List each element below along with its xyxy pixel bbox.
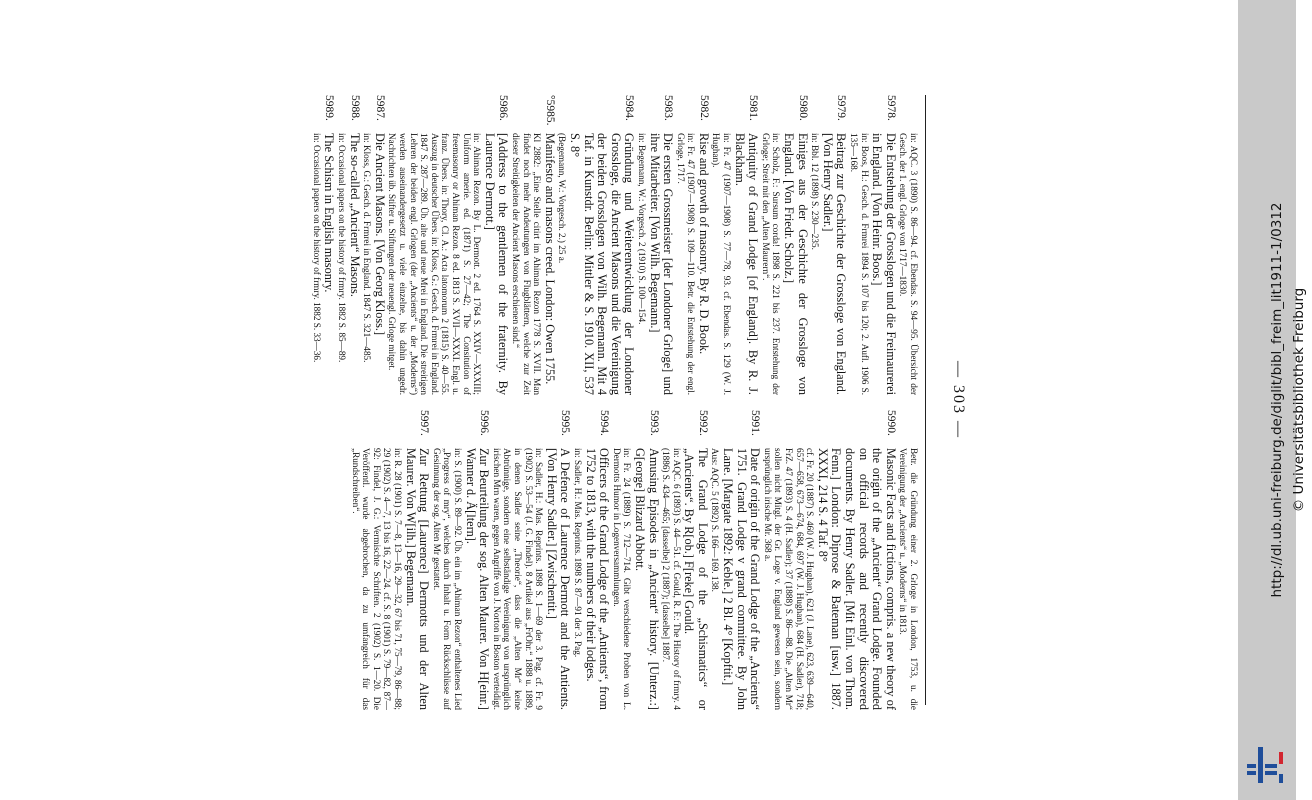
bib-entry <box>898 95 919 395</box>
bib-entry <box>710 410 761 710</box>
entry-title: Date of origin of the Grand Lodge of the „Ancients“ 1751. Grand Lodge v grand committee. By John Lane. [Margate 1892: Keble.] 2 Bl. 4° [Kopftit.] <box>721 448 763 710</box>
left-column <box>219 95 919 395</box>
entry-number: 5991. <box>749 410 762 436</box>
bib-entry <box>510 95 555 395</box>
entry-number: 5989. <box>323 95 336 121</box>
entry-number: 5988. <box>348 95 361 121</box>
entry-note: in: AQC. 6 (1893) S. 44—51. cf. Gould, R. F.: The History of frmry. 4 (1886) S. 434—465; [dasselbe] 2 (1887); [dasselbe] 1887. <box>661 448 682 710</box>
entry-note: (Begemann, W.: Vorgesch. 2.) 25 a. <box>557 133 568 264</box>
entry-number: 5995. <box>559 410 572 436</box>
entry-title: [Address to the gentlemen of the fraternity. By Laurence Dermott.] <box>482 133 511 395</box>
ub-freiburg-logo-icon <box>1246 744 1290 786</box>
entry-number: 5993. <box>647 410 660 436</box>
bib-entry <box>762 410 897 710</box>
entry-note: in: AQC. 3 (1890) S. 86—94. cf. Ebendas. S. 94—95. Übersicht der Gesch. der 1. engl. Grloge von 1717—1830. <box>898 133 919 395</box>
bib-entry <box>491 410 571 710</box>
bib-entry <box>311 95 335 395</box>
entry-note: in: Kloss, G.: Gesch. d. Frmrei in England. 1847 S. 321—485. <box>362 133 373 363</box>
entry-title: A Defence of Laurence Dermott and the Antients. [Von Henry Sadler.] [Zwischentit.] <box>544 448 573 710</box>
bib-entry <box>661 410 709 710</box>
bib-entry <box>675 95 710 395</box>
entry-number: 5984. <box>623 95 636 121</box>
bib-entry <box>337 95 361 395</box>
entry-title: The Grand Lodge of the „Schismatics“ or „Ancients“. By R[ob.] F[reke] Gould. <box>682 448 710 710</box>
entry-number: 5980. <box>796 95 809 121</box>
entry-note: in: Bbl. 12 (1898) S. 230—235. <box>810 133 821 250</box>
entry-title: Die Ancient Masons. [Von Georg Kloss.] <box>372 133 387 336</box>
entry-note: cf. Fr. 20 (1887) S. 460 (W. J. Hughan), 621 (J. Lane), 623, 639—640, 657—658, 673—674, 684, 697 (W. J. Hughan), 684 (H. Sadler), 718; FrZ. 47 (1893) S. 4 (H. Sadler); 37 (1888) S. 86—88. Die „Alten Mr“ sollen nicht Mitgl. der Gr. Loge v. England gewesen sein, sondern ursprünglich irische Mr. 368 a. <box>762 448 816 710</box>
entry-number: 5982. <box>697 95 710 121</box>
entry-title: Officers of the Grand Lodge of the „Antients“, from 1752 to 1813, with the numbers of their lodges. <box>583 448 612 710</box>
entry-title: Manifesto and masons creed. London: Owen 1755. <box>542 133 557 385</box>
entry-title: Die Entstehung der Grosslogen und die Freimaurerei in England. [Von Heinr. Boos.] <box>870 133 898 395</box>
right-column <box>219 410 919 710</box>
column-divider-rule <box>925 95 926 705</box>
entry-note: in: Scholz, F.: Sursum corda! 1898 S. 221 bis 237. Entstehung der Grloge; Streit mit den „Alten Maurern“. <box>760 133 782 395</box>
entry-number: 5978. <box>884 95 897 121</box>
entry-title: Antiquity of Grand Lodge [of England]. By R. J. Blackham. <box>732 133 761 395</box>
bib-entry <box>898 410 919 710</box>
entry-note: in: S. (1900) S. 89—92. Üb. ein im „Ahiman Rezon“ enthaltenes Lied „Progress of mry“, welches durch Inhalt u. Form Rückschlüsse auf Gesinnung der sog. Alten Mr gestattet. <box>431 448 464 710</box>
copyright-notice: © Universitätsbibliothek Freiburg <box>1291 287 1307 513</box>
entry-number: 5981. <box>747 95 760 121</box>
entry-note: in: Begemann, W.: Vorgesch. 2 (1910) S. 100—154. <box>636 133 647 325</box>
entry-number: 5997. <box>418 410 431 436</box>
entry-number: 5987. <box>373 95 386 121</box>
bib-entry <box>572 410 610 710</box>
entry-note: in: Fr. 47 (1907—1908) S. 77—78, 93. cf. Ebendas. S. 129 (W. J. Hughan). <box>711 133 733 395</box>
entry-title: Masonic Facts and fictions, compris. a new theory of the origin of the „Ancient“ Grand Lodge. Founded on official records and recently discovered documents. By Henry Sadler. [Mit Einl. von Thom. Fenn.] London: Diprose & Bateman [usw.] 1887. XXXI, 214 S. 4 Taf. 8° <box>815 448 898 710</box>
entry-title: The so-called „Ancient“ Masons. <box>347 133 362 297</box>
bib-entry <box>362 95 386 395</box>
page-number: — 303 — <box>950 361 967 439</box>
entry-number: 5990. <box>884 410 897 436</box>
bib-entry <box>387 95 510 395</box>
entry-note: Kl 2882: „Eine Stelle citirt im Ahiman Rezon 1778 S. XVII. Man findet noch mehr Andeutungen von Flugblättern, welche zur Zeit dieser Streitigkeiten der Ancient Masons erschienen sind.“ <box>511 133 543 395</box>
bib-entry <box>431 410 490 710</box>
entry-number: 5996. <box>478 410 491 436</box>
entry-title: Zur Beurteilung der sog. Alten Maurer. Von H[einr.] Wanner d. Ä[ltern]. <box>463 448 492 710</box>
bib-entry <box>760 95 808 395</box>
entry-note: in: Fr. 47 (1907—1908) S. 109—110. Betr. die Entstehung der engl. Grloge, 1717. <box>675 133 697 395</box>
entry-note: in: Boos, H.: Gesch. d. Frmrei 1894 S. 107 bis 120; 2. Aufl. 1906 S. 135—168. <box>849 133 870 395</box>
entry-note: in: Occasional papers on the history of frmry. 1882 S. 33—36. <box>311 133 322 363</box>
entry-title: Beitrag zur Geschichte der Grossloge von England. [Von Henry Sadler.] <box>820 133 849 395</box>
bib-entry <box>636 95 674 395</box>
bib-entry <box>611 410 659 710</box>
entry-title: Amusing Episodes in „Ancient“ history. [Unterz.:] G[eorge] Blizard Abbott. <box>632 448 661 710</box>
entry-number: 5994. <box>598 410 611 436</box>
entry-title: Die ersten Grossmeister [der Londoner Grloge] und ihre Mitarbeiter. [Von Wilh. Begemann.] <box>647 133 676 395</box>
entry-number: °5985. <box>543 95 556 126</box>
entry-number: 5986. <box>497 95 510 121</box>
entry-note: in: Sadler, H.: Mas. Reprints. 1898 S. 1—69 der 3. Pag. cf. Fr. 9 (1902) S. 53—54 (J. G. Findel). 8 Artikel aus „FrOhr.“ 1888 u. 1889, in denen Sadler seine „Theorie“, dass die „Alten Mr“ keine Abtrünnige, sondern eine selbständige Vereinigung von ursprünglich irischen Mrn waren, gegen Angriffe von J. Norton in Boston verteidigt. <box>491 448 545 710</box>
bib-entry <box>711 95 759 395</box>
entry-number: 5992. <box>696 410 709 436</box>
entry-note: in: Occasional papers on the history of frmry. 1882 S. 85—89. <box>337 133 348 363</box>
entry-title: Rise and growth of masonry. By R. D. Book. <box>696 133 711 355</box>
rotated-page-content <box>139 50 1099 750</box>
bib-entry <box>557 95 636 395</box>
entry-note: in: Fr. 24 (1889) S. 712—714. Gibt verschiedene Proben von L. Dermotts Humor in Logenversammlungen. <box>611 448 633 710</box>
entry-note: in: Ahiman Rezon. By L. Dermott. 2 ed. 1764 S. XXIV—XXXIII; Uniform amerie. ed. (1871) S. 27—42; The Consitution of freemasonry or Ahiman Rezon. 8 ed. 1813 S. XVII—XXXI. Engl. u. franz. Übers. in: Thory, Cl. A.: Acta latomorum 2 (1815) S. 40—55. Auszug in deutscher Übers. in: Kloss, G.: Gesch. d. Frmrei in England. 1847 S. 287—289. Üb. alte und neue Mrei in England. Die streitigen Lehren der beiden engl. Grlogen (der „Ancients“ u. der „Moderns“) werden auseinandergesetzt u. viele einzelne, bis dahin ungedr. Nachrichten üb. Stifter u. Stiftungen der neuengl. Grloge mitget. <box>387 133 483 395</box>
bib-entry <box>350 410 430 710</box>
entry-note: Aus: AQC. 5 (1892) S. 166—169. 138. <box>710 448 721 592</box>
entry-note: in: R. 28 (1901) S. 7—8, 13—16, 29—32, 67 bis 71, 75—79, 86—88; 29 (1902) S. 4—7, 13 bis 16, 22—24. cf. S. 8 (1901) S. 79—82, 87—92: Findel, J. G.: Vermischte Schriften. 2 (1902) S. 1—20. Die Veröffentl. wurde abgebrochen, da zu umfangreich für das „Rundschreiben“. <box>350 448 404 710</box>
permalink-url[interactable]: http://dl.ub.uni-freiburg.de/diglit/bibl_freim_lit1911-1/0312 <box>1269 202 1285 598</box>
entry-title: Einiges aus der Geschichte der Grossloge von England. [Von Friedr. Scholz.] <box>782 133 810 395</box>
bib-entry <box>810 95 848 395</box>
entry-title: Gründung und Weiterentwicklung der Londoner Grossloge, die Ancient Masons und die Vereinigung der beiden Grosslogen von Wilh. Begemann. Mit 4 Taf. in Kunstdr. Berlin: Mittler & S. 1910. XII, 537 S. 8° <box>567 133 637 395</box>
entry-title: The Schism in English masonry. <box>322 133 337 293</box>
entry-title: Zur Rettung [Laurence] Dermotts und der Alten Maurer. Von W[ilh.] Begemann. <box>403 448 432 710</box>
entry-number: 5983. <box>662 95 675 121</box>
entry-note: in: Sadler, H.: Mas. Reprints. 1898 S. 87—91 der 3. Pag. <box>572 448 583 658</box>
entry-note: Betr. die Gründung einer 2. Grloge in London, 1753, u. die Vereinigung der „Ancients“ u. „Moderns“ in 1813. <box>898 448 919 710</box>
entry-number: 5979. <box>835 95 848 121</box>
bib-entry <box>848 95 896 395</box>
